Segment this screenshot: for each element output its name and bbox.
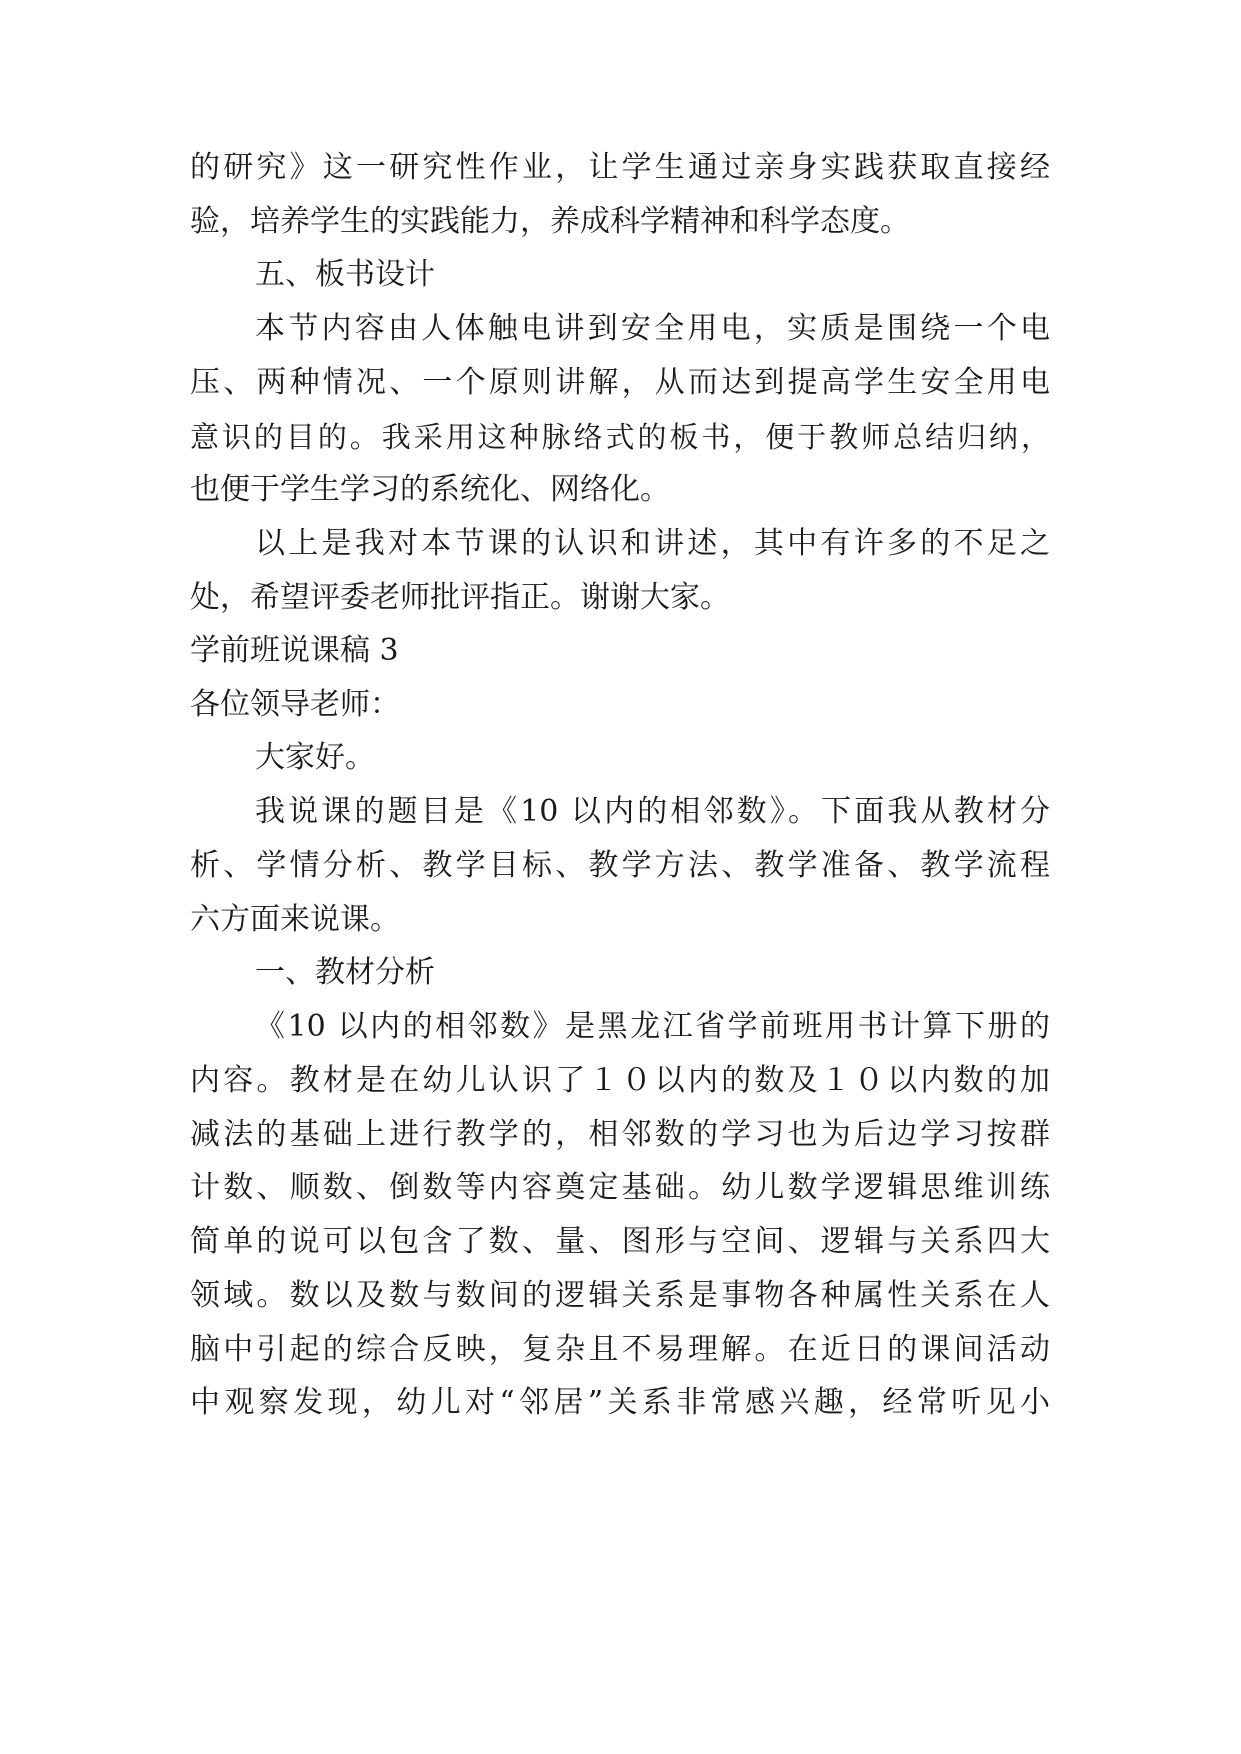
text-line: 内容。教材是在幼儿认识了１０以内的数及１０以内数的加 xyxy=(190,1063,1050,1098)
text-line: 压、两种情况、一个原则讲解，从而达到提高学生安全用电 xyxy=(190,365,1050,400)
text-line: 中观察发现，幼儿对“邻居”关系非常感兴趣，经常听见小 xyxy=(190,1385,1050,1420)
text-line: 处，希望评委老师批评指正。谢谢大家。 xyxy=(190,580,730,615)
text-line: 验，培养学生的实践能力，养成科学精神和科学态度。 xyxy=(190,204,910,239)
section-heading: 五、板书设计 xyxy=(255,257,435,292)
greeting: 大家好。 xyxy=(255,740,375,775)
text-line: 也便于学生学习的系统化、网络化。 xyxy=(190,472,670,507)
text-line: 以上是我对本节课的认识和讲述，其中有许多的不足之 xyxy=(255,526,1050,561)
text-line: 领域。数以及数与数间的逻辑关系是事物各种属性关系在人 xyxy=(190,1278,1050,1313)
text-line: 本节内容由人体触电讲到安全用电，实质是围绕一个电 xyxy=(255,311,1050,346)
text-line: 简单的说可以包含了数、量、图形与空间、逻辑与关系四大 xyxy=(190,1224,1050,1259)
text-line: 析、学情分析、教学目标、教学方法、教学准备、教学流程 xyxy=(190,848,1050,883)
salutation: 各位领导老师： xyxy=(190,687,400,722)
text-line: 计数、顺数、倒数等内容奠定基础。幼儿数学逻辑思维训练 xyxy=(190,1170,1050,1205)
text-line: 意识的目的。我采用这种脉络式的板书，便于教师总结归纳， xyxy=(190,420,1050,454)
section-heading: 一、教材分析 xyxy=(255,955,435,990)
text-line: 减法的基础上进行教学的，相邻数的学习也为后边学习按群 xyxy=(190,1117,1050,1152)
text-line: 的研究》这一研究性作业，让学生通过亲身实践获取直接经 xyxy=(190,150,1050,185)
text-line: 《10 以内的相邻数》是黑龙江省学前班用书计算下册的 xyxy=(255,1009,1050,1044)
text-line: 脑中引起的综合反映，复杂且不易理解。在近日的课间活动 xyxy=(190,1332,1050,1367)
text-line: 我说课的题目是《10 以内的相邻数》。下面我从教材分 xyxy=(255,794,1050,829)
text-line: 六方面来说课。 xyxy=(190,902,400,937)
document-title: 学前班说课稿 3 xyxy=(190,633,399,668)
